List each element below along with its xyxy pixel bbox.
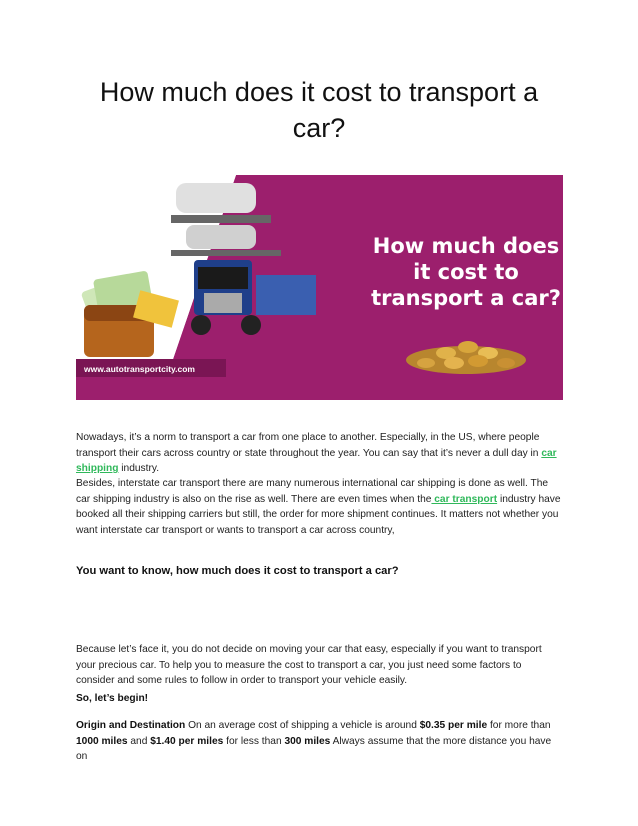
second-paragraph <box>76 476 562 538</box>
banner-headline-line-1: How much does <box>372 234 560 258</box>
distance-long: 1000 miles <box>76 735 128 747</box>
text-segment: and <box>127 735 151 747</box>
text-segment: On an average cost of shipping a vehicle is around <box>185 720 420 731</box>
text-segment: Always assume that the more distance you have on <box>76 735 552 763</box>
banner-headline-line-2: it cost to <box>413 260 519 284</box>
banner-url: www.autotransportcity.com <box>84 364 195 374</box>
text-segment: for less than <box>223 735 285 747</box>
origin-destination-paragraph <box>76 718 562 765</box>
lets-begin-text: So, let’s begin! <box>76 693 149 704</box>
hero-banner-image <box>76 175 563 400</box>
page-title: How much does it cost to transport a car? <box>99 77 539 143</box>
rate-long-distance: $0.35 per mile <box>419 720 488 731</box>
distance-short: 300 miles <box>284 735 331 747</box>
origin-destination-label: Origin and Destination <box>76 720 186 731</box>
second-text: Besides, interstate car transport there are many numerous international car shipping is done as well. The car shipping industry is also on the rise as well. There are even times when the <box>76 478 549 505</box>
intro-paragraph <box>76 430 562 477</box>
section-heading: You want to know, how much does it cost to transport a car? <box>76 565 399 577</box>
car-shipping-link[interactable]: car shipping <box>76 447 557 475</box>
intro-text: Nowadays, it’s a norm to transport a car from one place to another. Especially, in the US, where people transport their cars across country or state throughout the year. You can say that it’s never a dull day in <box>76 432 542 459</box>
third-paragraph: Because let’s face it, you do not decide on moving your car that easy, especially if you want to transport your precious car. To help you to measure the cost to transport a car, you just need some factors to consider and some rules to follow in order to transport your vehicle easily. <box>76 644 542 687</box>
text-segment: for more than <box>487 720 551 731</box>
rate-short-distance: $1.40 per miles <box>150 735 224 747</box>
intro-tail: industry. <box>118 463 160 475</box>
banner-headline-line-3: transport a car? <box>371 286 561 310</box>
second-tail: industry have booked all their shipping carriers but still, the order for more shipment continues. It matters not whether you want interstate car transport or wants to transport a car across country, <box>76 493 561 536</box>
car-transport-link[interactable]: car transport <box>431 493 498 505</box>
